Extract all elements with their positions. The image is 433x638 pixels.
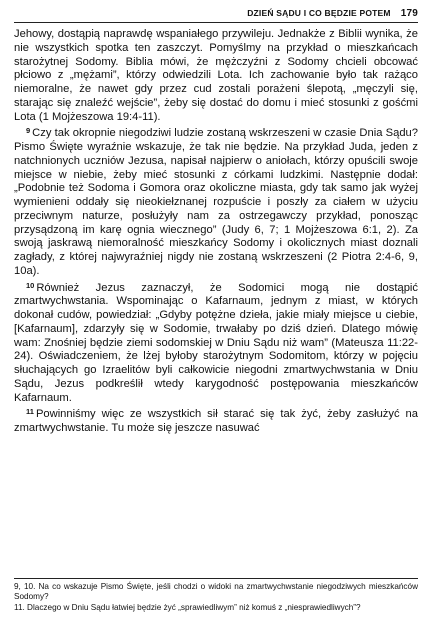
- study-question: 11. Dlaczego w Dniu Sądu łatwiej będzie żyć „sprawiedliwym” niż komuś z „niesprawiedliwych”?: [14, 603, 361, 613]
- book-page: [14, 8, 418, 628]
- paragraph-number: 10: [26, 280, 35, 290]
- running-title: DZIEŃ SĄDU I CO BĘDZIE POTEM: [247, 8, 391, 18]
- paragraph-number: 11: [26, 407, 34, 417]
- running-header: [14, 8, 418, 23]
- paragraph-text: Czy tak okropnie niegodziwi ludzie zostaną wskrzeszeni w czasie Dnia Sądu? Pismo Święte wyraźnie wskazuje, że tak nie będzie. Na przykład Juda, jeden z natchnionych uczniów Jezusa, napisał najpierw o aniołach, którzy opuścili swoje miejsce w niebie, żeby mieć stosunki z córkami ludzkimi. Następnie dodał: „Podobnie też Sodoma i Gomora oraz okoliczne miasta, gdy tak samo jak wyżej wymienieni oddały się nieokiełznanej rozpuście i poszły za ciałem w użyciu przeciwnym naturze, posłużyły nam za ostrzegawczy przykład, ponosząc przysądzoną im karę ognia wiecznego” (Judy 6, 7; 1 Mojżeszowa 6:1, 2). Za swoją jaskrawą niemoralność mieszkańcy Sodomy i okolicznych miast doznali zagłady, z której najwyraźniej nigdy nie zostaną wskrzeszeni (2 Piotra 2:4-6, 9, 10a).: [14, 127, 418, 277]
- paragraph-text: Powinniśmy więc ze wszystkich sił starać się tak żyć, żeby zasłużyć na zmartwychwstanie. Tu może się jeszcze nasuwać: [14, 408, 418, 434]
- paragraph-text: Również Jezus zaznaczył, że Sodomici mogą nie dostąpić zmartwychwstania. Wspominając o Kafarnaum, jednym z miast, w których dokonał cudów, powiedział: „Gdyby potężne dzieła, jakie miały miejsce u ciebie, [Kafarnaum], zdarzyły się w Sodomie, trwałaby po dziś dzień. Dlatego mówię wam: Znośniej będzie ziemi sodomskiej w Dniu Sądu niż wam” (Mateusza 11:22-24). Oświadczeniem, że lżej byłoby starożytnym Sodomitom, którzy w pojęciu słuchających go Izraelitów byli całkowicie niegodni zmartwychwstania w Dniu Sądu, Jezus podkreślił wtedy karygodność postępowania mieszkańców Kafarnaum.: [14, 281, 418, 404]
- study-question: 9, 10. Na co wskazuje Pismo Święte, jeśli chodzi o widoki na zmartwychwstanie niegodziwych mieszkańców Sodomy?: [14, 582, 418, 602]
- paragraph-11: [14, 405, 418, 436]
- study-questions: [14, 578, 418, 615]
- page-number: 179: [400, 8, 418, 19]
- paragraph-continuation: [14, 28, 418, 124]
- paragraph-text: Jehowy, dostąpią naprawdę wspaniałego przywileju. Jednakże z Biblii wynika, że nie wszystkich spotka ten zaszczyt. Pomyślmy na przykład o mieszkańcach starożytnej Sodomy. Biblia mówi, że mężczyźni z Sodomy chcieli obcować płciowo z „mężami”, którzy odwiedzili Lota. Ich zachowanie było tak rażąco niemoralne, że nawet gdy przez cud zostali porażeni ślepotą, „męczyli się, starając się znaleźć wejście”, żeby się dostać do domu i mieć stosunki z gośćmi Lota (1 Mojżeszowa 19:4-11).: [14, 28, 418, 123]
- paragraph-number: 9: [26, 126, 31, 136]
- paragraph-10: [14, 279, 418, 406]
- paragraph-9: [14, 124, 418, 278]
- body-text: [14, 28, 418, 436]
